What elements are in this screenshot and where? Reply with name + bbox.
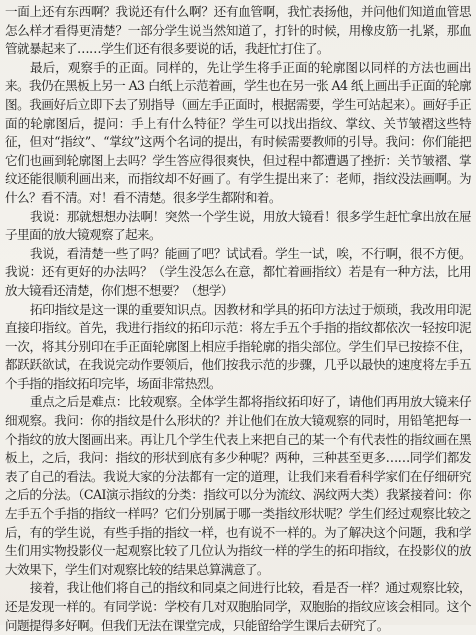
paragraph-better-method: 我说，看清楚一些了吗？能画了吧？试试看。学生一试，唉，不行啊，很不方便。我说：还有更好的办法吗？（学生没怎么在意，都忙着画指纹）若是有一种方法，比用放大镜看还清楚，你们想不想要？（想学） [5, 245, 471, 298]
paragraph-fingerprint-printing: 拓印指纹是这一课的重要知识点。因教材和学具的拓印方法过于烦琐，我改用印泥直接印指纹。首先，我进行指纹的拓印示范：将左手五个手指的指纹都依次一轻按印泥一次，将其分别印在手正面轮廓图上相应手指轮廓的指尖部位。学生们早已按捺不住，都跃跃欲试，在我说完动作要领后，他们按我示范的步骤，几乎以最快的速度将左手五个手指的指纹拓印完毕，场面非常热烈。 [5, 301, 471, 391]
paragraph-magnifier: 我说：那就想想办法啊！突然一个学生说，用放大镜看！很多学生赶忙拿出放在屉子里面的放大镜观察了起来。 [5, 208, 471, 243]
paragraph-palm-observation: 最后，观察手的正面。同样的，先让学生将手正面的轮廓图以同样的方法也画出来。我仍在黑板上另一 A3 白纸上示范着画，学生也在另一张 A4 纸上画出手正面的轮廓图。我画好后立即下去了别指导（画左手正面时，根据需要，学生可站起来）。画好手正面的轮廓图后，提问：手上有什么特征？学生可以找出指纹、掌纹、关节皱褶这些特征，但对“指纹”、“掌纹”这两个名词的提出，有时候需要教师的引导。我问：你们能把它们也画到轮廓图上去吗？学生答应得很爽快，但过程中都遭遇了挫折：关节皱褶、掌纹还能很顺利画出来，而指纹却不好画了。有学生提出来了：老师，指纹没法画啊。为什么？看不清。对！看不清楚。很多学生都附和着。 [5, 59, 471, 205]
paragraph-blood-vessels: 一面上还有东西啊？我说还有什么啊？还有血管啊，我忙表扬他，并问他们知道血管思怎么样才看得更清楚？一部分学生说当然知道了，打针的时候，用橡皮筋一扎紧，那血管就暴起来了……学生们还有很多要说的话，我赶忙打住了。 [5, 4, 471, 57]
paragraph-desk-mate: 接着，我让他们将自己的指纹和同桌之间进行比较，看是否一样？通过观察比较，还是发现一样的。有同学说：学校有几对双胞胎同学，双胞胎的指纹应该会相同。这个问题提得多好啊。但我们无法在课堂完成，只能留给学生课后去研究了。 [5, 580, 471, 633]
paragraph-comparison: 重点之后是难点：比较观察。全体学生都将指纹拓印好了，请他们再用放大镜来仔细观察。我问：你的指纹是什么形状的？并让他们在放大镜观察的同时，用铅笔把每一个指纹的放大图画出来。再让几个学生代表上来把自己的某一个有代表性的指纹画在黑板上，之后，我问：指纹的形状到底有多少种呢？两种，三种甚至更多……同学们都发表了自己的看法。我说大家的分法都有一定的道理，让我们来看看科学家们在仔细研究之后的分法。（CAI演示指纹的分类：指纹可以分为流纹、涡纹两大类）我紧接着问：你左手五个手指的指纹一样吗？它们分别属于哪一类指纹形状呢？学生们经过观察比较之后，有的学生说，有些手指的指纹一样，也有说不一样的。为了解决这个问题，我和学生们用实物投影仪一起观察比较了几位认为指纹一样的学生的拓印指纹，在投影仪的放大效果下，学生们对观察比较的结果总算满意了。 [5, 394, 471, 577]
